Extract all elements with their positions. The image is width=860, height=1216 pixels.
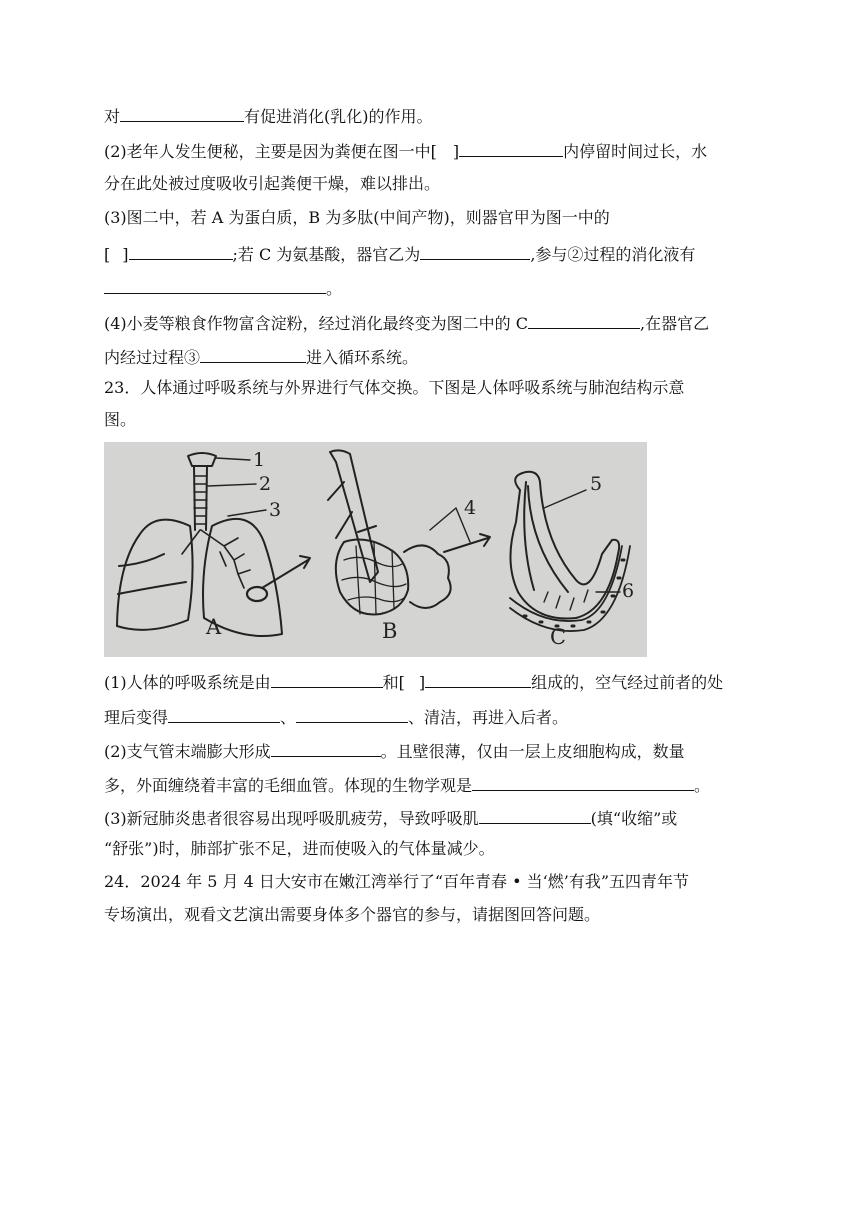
respiratory-diagram [104, 442, 647, 657]
label-2: 2 [259, 473, 272, 495]
answer-blank[interactable] [120, 104, 244, 122]
text: (2)支气管末端膨大形成 [104, 742, 271, 761]
text: 有促进消化(乳化)的作用。 [244, 107, 433, 126]
label-4: 4 [464, 497, 477, 519]
q23-stem-line-2: 图。 [104, 410, 137, 429]
panel-b: B [382, 619, 398, 643]
text: 内经过过程③ [104, 348, 201, 367]
text: ] [452, 142, 460, 161]
text: 组成的，空气经过前者的处 [531, 673, 724, 692]
q24-line-1: 24．2024 年 5 月 4 日大安市在嫩江湾举行了“百年青春 • 当‘燃’有我”五四青年节 [104, 872, 690, 891]
answer-blank[interactable] [129, 242, 233, 260]
text: 理后变得 [104, 708, 169, 727]
answer-blank[interactable] [459, 139, 563, 157]
label-3: 3 [269, 499, 282, 521]
q24-line-2: 专场演出，观看文艺演出需要身体多个器官的参与，请据图回答问题。 [104, 905, 601, 924]
label-6: 6 [622, 580, 635, 602]
q23-line-3 [104, 739, 685, 762]
text: ] [418, 673, 426, 692]
q23-line-1 [104, 670, 723, 693]
answer-blank[interactable] [479, 806, 591, 824]
panel-a: A [206, 615, 222, 639]
alveoli-bubbles [404, 545, 451, 608]
text: 。且壁很薄，仅由一层上皮细胞构成，数量 [380, 742, 685, 761]
q23-line-4 [104, 773, 710, 796]
leader-5 [544, 490, 586, 508]
q23-line-2 [104, 705, 568, 728]
text: 。 [694, 776, 711, 795]
q23-line-5 [104, 806, 677, 829]
alveolus-wall [510, 472, 619, 619]
text: (2)老年人发生便秘，主要是因为粪便在图一中[ [104, 142, 437, 161]
text: 对 [104, 107, 121, 126]
q22-line-4: (3)图二中，若 A 为蛋白质，B 为多肽(中间产物)，则器官甲为图一中的 [104, 208, 610, 227]
bracket-space[interactable] [110, 243, 122, 260]
text: ,在器官乙 [640, 314, 710, 333]
text: (3)新冠肺炎患者很容易出现呼吸肌疲劳，导致呼吸肌 [104, 809, 479, 828]
answer-blank[interactable] [271, 670, 383, 688]
alveolus-cluster-a [247, 587, 267, 601]
label-5: 5 [590, 473, 603, 495]
answer-blank[interactable] [168, 705, 280, 723]
text: 、清洁，再进入后者。 [408, 708, 569, 727]
text: ,参与②过程的消化液有 [530, 245, 696, 264]
text: (1)人体的呼吸系统是由 [104, 673, 271, 692]
q23-stem-line-1: 23．人体通过呼吸系统与外界进行气体交换。下图是人体呼吸系统与肺泡结构示意 [104, 378, 685, 397]
answer-blank[interactable] [472, 773, 694, 791]
label-1: 1 [253, 449, 266, 471]
text: ;若 C 为氨基酸，器官乙为 [232, 245, 421, 264]
answer-blank[interactable] [296, 705, 408, 723]
text: 内停留时间过长，水 [563, 142, 708, 161]
bracket-space[interactable] [437, 140, 453, 157]
answer-blank[interactable] [528, 311, 640, 329]
left-lung-fissure [118, 554, 186, 594]
q22-line-2 [104, 139, 707, 162]
q23-line-6: “舒张”)时，肺部扩张不足，进而使吸入的气体量减少。 [104, 839, 495, 858]
text: ] [122, 245, 129, 264]
leader-1 [216, 458, 250, 460]
text: 进入循环系统。 [306, 348, 419, 367]
text: 和[ [382, 673, 405, 692]
answer-blank[interactable] [200, 345, 306, 363]
alveolus-inner [524, 482, 568, 592]
q22-line-7 [104, 311, 709, 334]
left-lung [117, 520, 193, 630]
text: 。 [326, 279, 343, 298]
gas-arrows [544, 590, 588, 610]
text: (填“收缩”或 [590, 809, 678, 828]
trachea-rings [194, 476, 207, 524]
q22-line-1 [104, 104, 433, 127]
q22-line-5 [104, 242, 695, 265]
q22-line-3: 分在此处被过度吸收引起粪便干燥，难以排出。 [104, 174, 441, 193]
text: 多，外面缠绕着丰富的毛细血管。体现的生物学观是 [104, 776, 473, 795]
leader-2 [208, 484, 256, 486]
q22-line-8 [104, 345, 418, 368]
arrow-b [444, 534, 490, 552]
bracket-space[interactable] [405, 671, 419, 688]
q22-line-6 [104, 276, 342, 299]
answer-blank[interactable] [271, 739, 381, 757]
panel-c: C [550, 625, 567, 649]
text: (4)小麦等粮食作物富含淀粉，经过消化最终变为图二中的 C [104, 314, 528, 333]
text: 、 [280, 708, 297, 727]
larynx-shape [188, 453, 216, 466]
respiratory-figure [104, 442, 647, 657]
leader-3 [228, 510, 266, 516]
answer-blank[interactable] [104, 276, 326, 294]
answer-blank[interactable] [420, 242, 530, 260]
answer-blank[interactable] [425, 670, 531, 688]
text: [ [104, 245, 111, 264]
